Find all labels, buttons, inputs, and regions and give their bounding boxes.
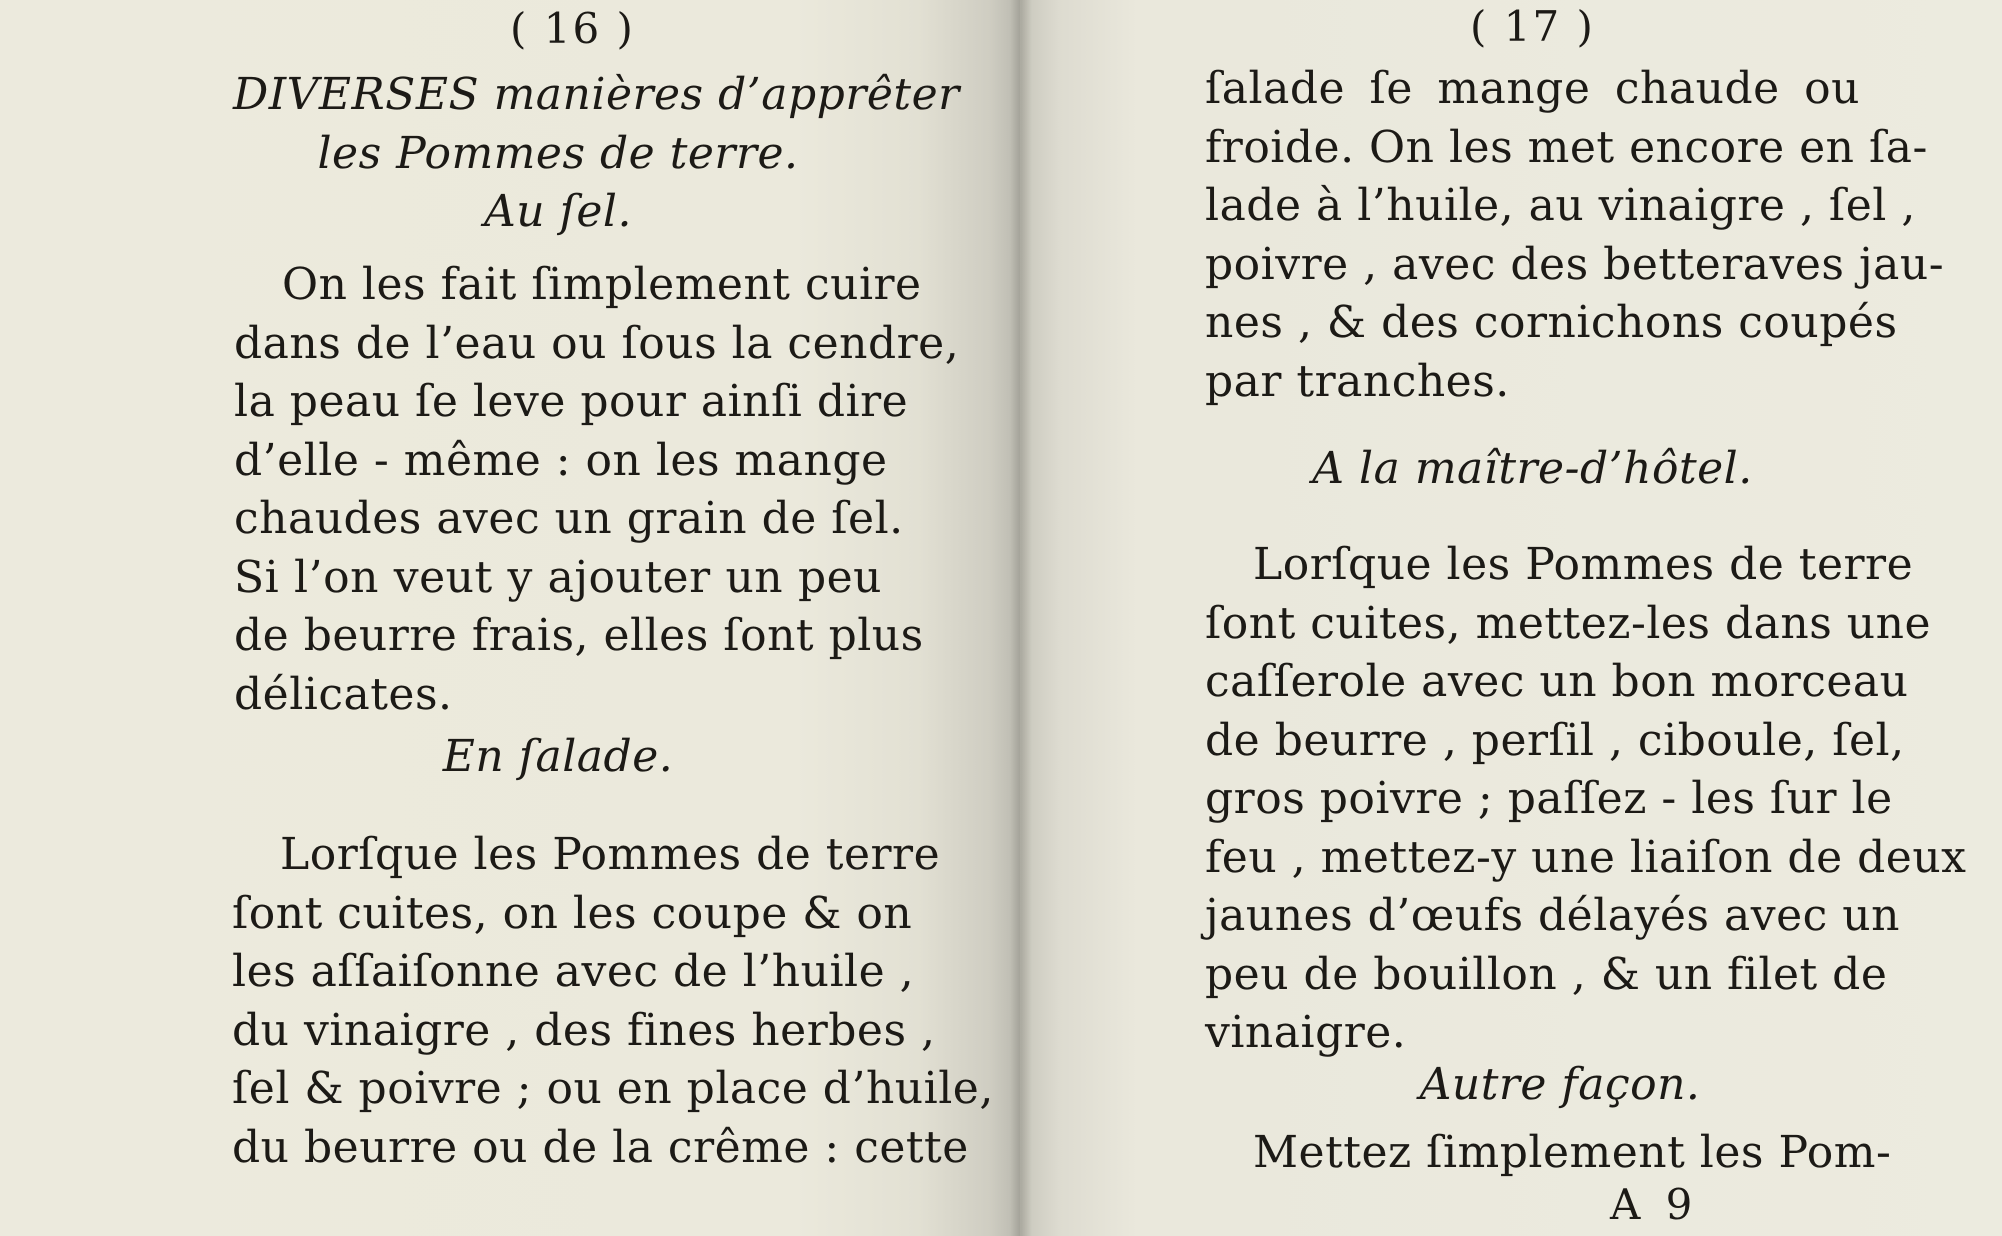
section-title-au-sel: Au ſel. bbox=[484, 186, 632, 237]
chapter-heading-line-1: DIVERSES manières d’apprêter bbox=[233, 69, 960, 120]
section-autre-facon-body bbox=[1205, 1124, 1892, 1183]
page-number-right: ( 17 ) bbox=[1470, 2, 1595, 51]
body-line: poivre , avec des betteraves jau- bbox=[1205, 238, 1945, 290]
section-title-autre-facon: Autre façon. bbox=[1419, 1059, 1701, 1110]
body-line: de beurre frais, elles ſont plus bbox=[234, 610, 924, 661]
body-line: les aſſaiſonne avec de l’huile , bbox=[232, 946, 915, 997]
body-line: la peau ſe leve pour ainſi dire bbox=[234, 376, 909, 427]
body-line: ſel & poivre ; ou en place d’huile, bbox=[232, 1063, 994, 1114]
right-page-continuation bbox=[1205, 60, 1945, 411]
body-line: délicates. bbox=[234, 668, 453, 720]
body-line: froide. On les met encore en ſa- bbox=[1205, 121, 1928, 173]
book-gutter bbox=[1010, 0, 1032, 1236]
section-title-maitre-dhotel: A la maître-d’hôtel. bbox=[1312, 443, 1753, 494]
body-line: jaunes d’œufs délayés avec un bbox=[1205, 890, 1900, 941]
section-maitre-dhotel-body bbox=[1205, 536, 1967, 1063]
body-line: vinaigre. bbox=[1205, 1007, 1407, 1058]
body-line: Si l’on veut y ajouter un peu bbox=[234, 551, 882, 603]
body-line: de beurre , perſil , ciboule, ſel, bbox=[1205, 714, 1905, 766]
left-page-text bbox=[233, 66, 960, 242]
section-au-sel-body bbox=[234, 256, 960, 787]
body-line: dans de l’eau ou ſous la cendre, bbox=[234, 317, 960, 369]
section-en-salade-body bbox=[232, 826, 994, 1177]
body-line: ſalade ſe mange chaude ou bbox=[1205, 63, 1860, 114]
body-line: lade à l’huile, au vinaigre , ſel , bbox=[1205, 180, 1916, 231]
body-line: Lorſque les Pommes de terre bbox=[280, 829, 941, 880]
body-line: ſont cuites, on les coupe & on bbox=[232, 887, 913, 939]
body-line: feu , mettez-y une liaiſon de deux bbox=[1205, 831, 1967, 883]
body-line: nes , & des cornichons coupés bbox=[1205, 297, 1898, 348]
body-line: gros poivre ; paſſez - les ſur le bbox=[1205, 773, 1893, 824]
body-line: ſont cuites, mettez-les dans une bbox=[1205, 597, 1932, 649]
body-line: du vinaigre , des fines herbes , bbox=[232, 1004, 936, 1056]
body-line: du beurre ou de la crême : cette bbox=[232, 1121, 969, 1173]
body-line: par tranches. bbox=[1205, 355, 1510, 407]
page-number-left: ( 16 ) bbox=[510, 4, 635, 53]
body-line: caſſerole avec un bon morceau bbox=[1205, 656, 1909, 707]
section-title-autre-facon-wrap bbox=[1260, 1056, 1860, 1115]
body-line: peu de bouillon , & un filet de bbox=[1205, 948, 1888, 1000]
body-line: Lorſque les Pommes de terre bbox=[1253, 539, 1914, 590]
right-page bbox=[1020, 0, 2002, 1236]
body-line: chaudes avec un grain de ſel. bbox=[234, 493, 904, 544]
section-title-en-salade: En ſalade. bbox=[442, 731, 674, 782]
section-title-maitre-dhotel-wrap bbox=[1205, 440, 1860, 499]
body-line: On les fait ſimplement cuire bbox=[282, 259, 922, 310]
chapter-heading-line-2: les Pommes de terre. bbox=[317, 127, 799, 179]
body-line: d’elle - même : on les mange bbox=[234, 434, 888, 486]
body-line: Mettez ſimplement les Pom- bbox=[1253, 1127, 1892, 1178]
signature-mark: A 9 bbox=[1610, 1180, 1699, 1229]
